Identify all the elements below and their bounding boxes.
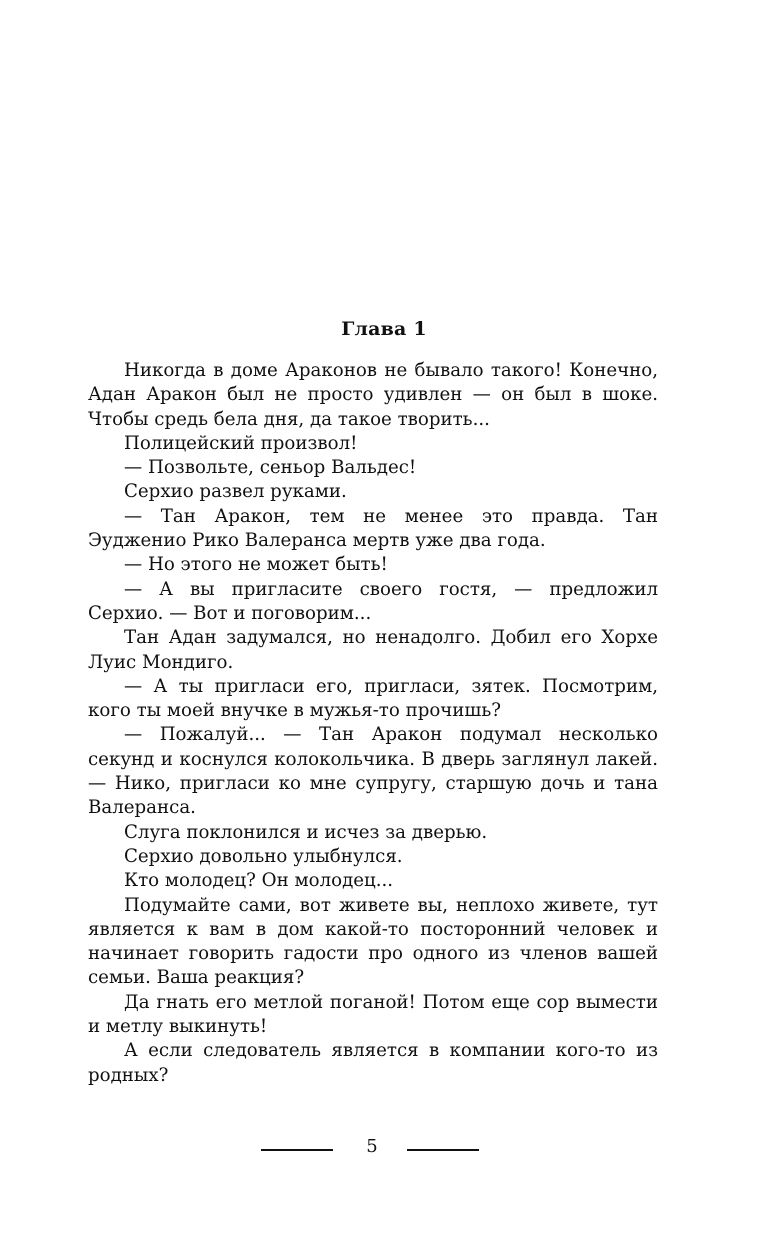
paragraph: — А ты пригласи его, пригласи, зятек. Посмотрим, кого ты моей внучке в мужья-то прочишь? (88, 675, 658, 722)
paragraph: — Позвольте, сеньор Вальдес! (124, 457, 417, 479)
paragraph: — Пожалуй... — Тан Аракон подумал несколько секунд и коснулся колокольчика. В дверь заглянул лакей. — Нико, пригласи ко мне супругу, старшую дочь и тана Валеранса. (88, 724, 658, 819)
paragraph: Тан Адан задумался, но ненадолго. Добил его Хорхе Луис Мондиго. (88, 627, 658, 673)
paragraph: Да гнать его метлой поганой! Потом еще сор вымести и метлу выкинуть! (88, 991, 658, 1038)
chapter-title: Глава 1 (341, 318, 427, 340)
chapter-body (88, 359, 658, 1088)
page-number: 5 (366, 1136, 378, 1157)
paragraph: — Но этого не может быть! (124, 554, 388, 576)
paragraph: Серхио развел руками. (124, 481, 347, 503)
footer-rule-right (407, 1149, 479, 1151)
paragraph: — А вы пригласите своего гостя, — предложил Серхио. — Вот и поговорим... (88, 578, 658, 624)
paragraph: А если следователь является в компании кого-то из родных? (88, 1040, 658, 1086)
paragraph: Серхио довольно улыбнулся. (124, 845, 403, 867)
footer-rule-left (261, 1149, 333, 1151)
paragraph: — Тан Аракон, тем не менее это правда. Тан Эудженио Рико Валеранса мертв уже два года. (88, 505, 658, 552)
page-footer (0, 1134, 768, 1160)
paragraph: Слуга поклонился и исчез за дверью. (124, 821, 488, 843)
paragraph: Подумайте сами, вот живете вы, неплохо живете, тут является к вам в дом какой-то посторонний человек и начинает говорить гадости про одного из членов вашей семьи. Ваша реакция? (88, 894, 658, 989)
paragraph: Никогда в доме Араконов не бывало такого! Конечно, Адан Аракон был не просто удивлен — он был в шоке. Чтобы средь бела дня, да такое творить... (88, 360, 658, 430)
paragraph: Полицейский произвол! (124, 432, 358, 454)
paragraph: Кто молодец? Он молодец... (124, 870, 394, 892)
